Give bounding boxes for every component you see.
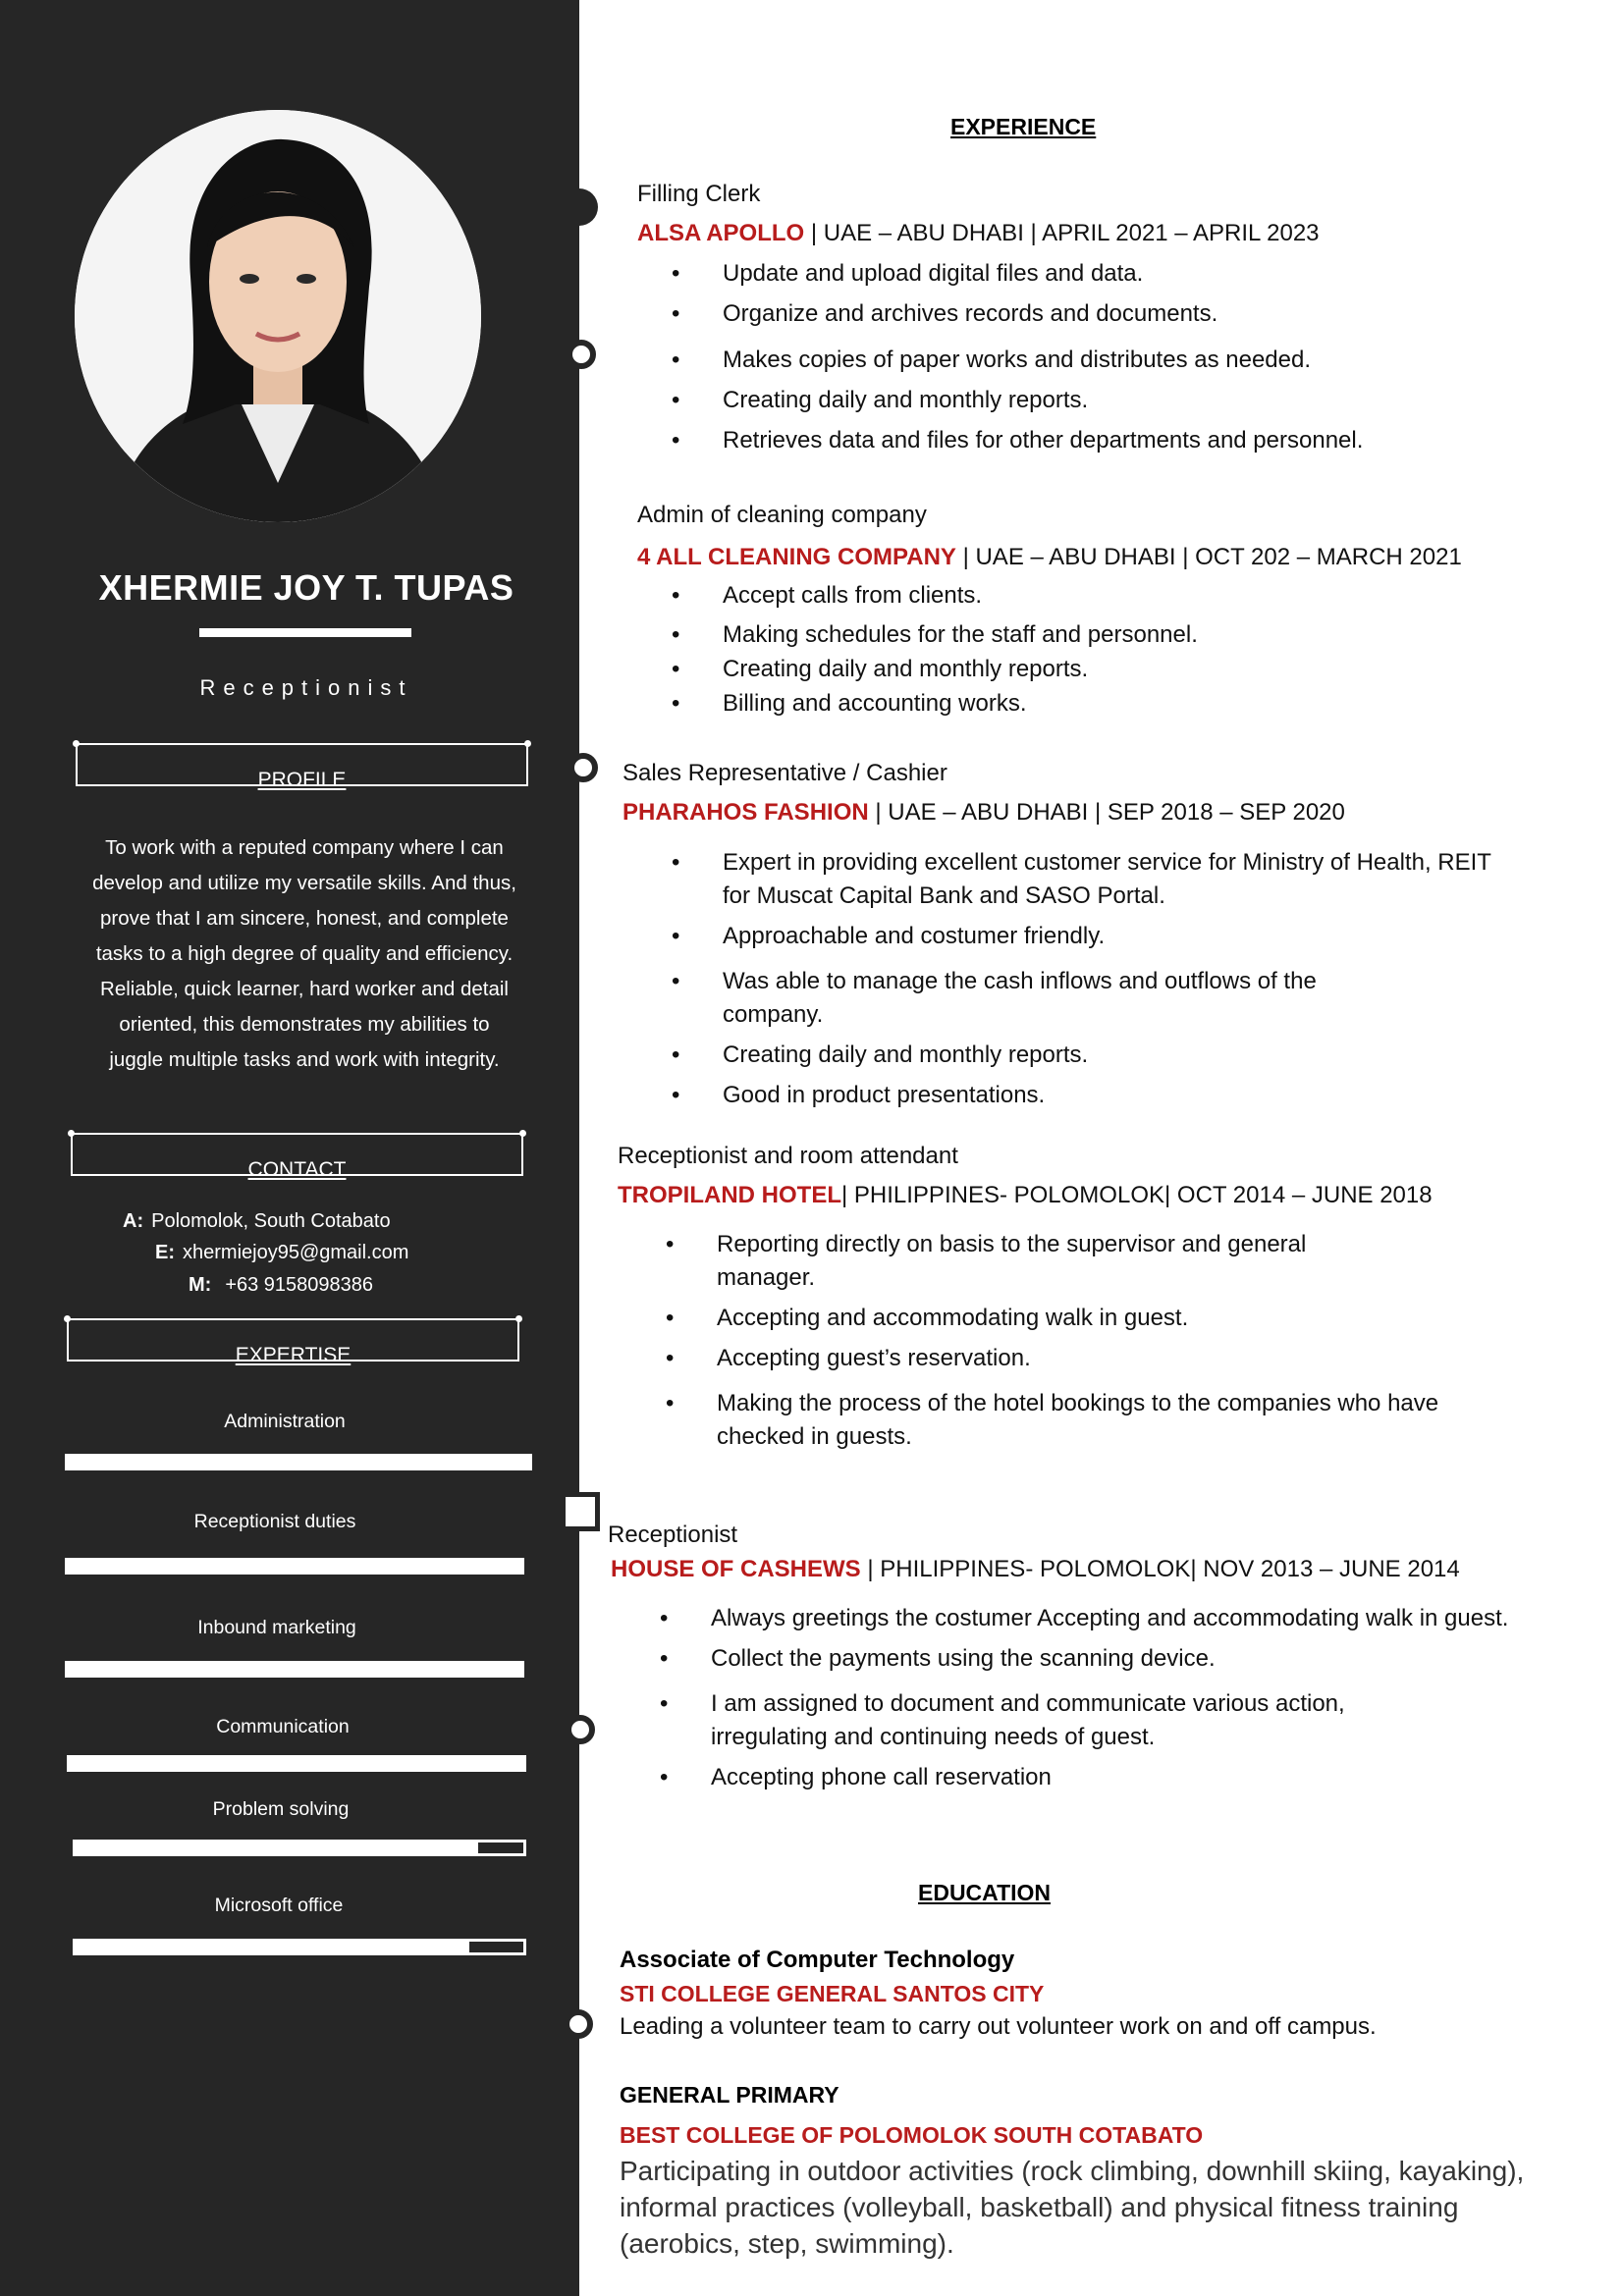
list-item: • Reporting directly on basis to the supervisor and general manager. <box>717 1228 1394 1295</box>
list-item: • Always greetings the costumer Accepting and accommodating walk in guest. <box>711 1602 1516 1635</box>
skill-bar-microsoft-office <box>73 1939 526 1955</box>
timeline-marker <box>568 753 598 782</box>
timeline-marker <box>567 340 596 369</box>
job-details: | UAE – ABU DHABI | APRIL 2021 – APRIL 2023 <box>804 220 1320 246</box>
education-title: GENERAL PRIMARY <box>620 2082 839 2108</box>
skill-label-receptionist-duties: Receptionist duties <box>193 1511 356 1532</box>
job-details: | PHILIPPINES- POLOMOLOK| OCT 2014 – JUNE 2018 <box>841 1182 1433 1208</box>
expertise-heading: EXPERTISE <box>235 1344 352 1366</box>
profile-text: To work with a reputed company where I can develop and utilize my versatile skills. And thus, prove that I am sincere, honest, and complete tasks to a high degree of quality and efficiency. Reliable, quick learner, hard worker and detail oriented, this demonstrates my abilities to juggle multiple tasks and work with integrity. <box>92 836 516 1071</box>
contact-heading: CONTACT <box>247 1158 347 1181</box>
job-company: ALSA APOLLO <box>637 220 805 246</box>
skill-fill <box>68 1664 521 1675</box>
address-value: Polomolok, South Cotabato <box>151 1210 391 1232</box>
list-item: • Was able to manage the cash inflows and outflows of the company. <box>723 965 1390 1032</box>
job-bullet-list <box>717 1228 1522 1454</box>
job-bullet-list <box>711 1602 1516 1794</box>
timeline-marker <box>564 2009 593 2039</box>
job-company-line <box>618 1182 1433 1209</box>
timeline-marker <box>566 1715 595 1744</box>
list-item: • Making the process of the hotel bookings to the companies who have checked in guests. <box>717 1387 1522 1454</box>
profile-photo <box>75 110 481 522</box>
list-item: • Update and upload digital files and data. <box>723 253 1363 294</box>
skill-label-administration: Administration <box>224 1411 346 1432</box>
job-company: TROPILAND HOTEL <box>618 1182 841 1208</box>
education-heading: EDUCATION <box>918 1880 1052 1905</box>
list-item: • Retrieves data and files for other departments and personnel. <box>723 420 1363 460</box>
profile-heading: PROFILE <box>257 769 347 791</box>
job-company-line <box>611 1556 1460 1583</box>
skill-label-microsoft-office: Microsoft office <box>214 1895 344 1916</box>
job-title: Receptionist <box>608 1522 738 1548</box>
education-school: STI COLLEGE GENERAL SANTOS CITY <box>620 1981 1045 2006</box>
list-item: • Accepting and accommodating walk in guest. <box>717 1302 1522 1335</box>
expertise-section-box <box>67 1318 519 1366</box>
mobile-value: +63 9158098386 <box>225 1274 374 1296</box>
contact-mobile <box>189 1274 373 1297</box>
job-company: HOUSE OF CASHEWS <box>611 1556 861 1582</box>
job-details: | UAE – ABU DHABI | OCT 202 – MARCH 2021 <box>955 544 1462 570</box>
profile-section-box <box>76 743 528 791</box>
email-value: xhermiejoy95@gmail.com <box>183 1242 409 1263</box>
job-company: 4 ALL CLEANING COMPANY <box>637 544 956 570</box>
job-company-line <box>622 799 1345 827</box>
skill-fill <box>68 1561 521 1572</box>
job-company-line <box>637 220 1320 247</box>
timeline-marker <box>561 1492 600 1531</box>
skill-label-inbound-marketing: Inbound marketing <box>197 1617 356 1638</box>
mobile-label: M: <box>189 1274 212 1296</box>
list-item: • Creating daily and monthly reports. <box>723 1039 1508 1072</box>
list-item: • Approachable and costumer friendly. <box>723 920 1508 953</box>
skill-bar-administration <box>65 1454 532 1470</box>
sidebar <box>0 0 579 2296</box>
job-bullet-list <box>723 578 1198 721</box>
skill-fill <box>70 1758 523 1769</box>
job-bullet-list <box>723 846 1508 1112</box>
list-item: • Making schedules for the staff and personnel. <box>723 617 1198 652</box>
list-item: • Expert in providing excellent customer service for Ministry of Health, REIT for Muscat Capital Bank and SASO Portal. <box>723 846 1508 913</box>
timeline-marker <box>579 188 598 226</box>
education-title: Associate of Computer Technology <box>620 1947 1015 1973</box>
skill-bar-problem-solving <box>73 1840 526 1856</box>
job-bullet-list <box>723 253 1363 460</box>
job-details: | UAE – ABU DHABI | SEP 2018 – SEP 2020 <box>868 799 1345 826</box>
contact-section-box <box>71 1133 523 1181</box>
list-item: • Accepting phone call reservation <box>711 1761 1516 1794</box>
list-item: • Good in product presentations. <box>723 1079 1508 1112</box>
contact-address <box>123 1210 391 1233</box>
list-item: • Collect the payments using the scanning device. <box>711 1642 1516 1676</box>
list-item: • Accept calls from clients. <box>723 578 1198 613</box>
skill-fill <box>68 1457 529 1468</box>
job-company-line <box>637 544 1462 571</box>
list-item: • Creating daily and monthly reports. <box>723 652 1198 686</box>
skill-fill <box>76 1842 478 1853</box>
skill-bar-inbound-marketing <box>65 1661 524 1678</box>
list-item: • Makes copies of paper works and distributes as needed. <box>723 340 1363 380</box>
skill-label-communication: Communication <box>216 1716 350 1737</box>
person-name: XHERMIE JOY T. TUPAS <box>98 567 514 608</box>
job-title: Filling Clerk <box>637 181 761 207</box>
person-role: Receptionist <box>199 675 413 700</box>
job-company: PHARAHOS FASHION <box>622 799 869 826</box>
list-item: • I am assigned to document and communicate various action, irregulating and continuing needs of guest. <box>711 1687 1457 1754</box>
name-underline-divider <box>199 628 411 637</box>
experience-heading: EXPERIENCE <box>950 114 1097 139</box>
list-item: • Billing and accounting works. <box>723 686 1198 721</box>
skill-bar-communication <box>67 1755 526 1772</box>
person-portrait-icon <box>75 110 481 522</box>
list-item: • Accepting guest’s reservation. <box>717 1342 1522 1375</box>
list-item: • Creating daily and monthly reports. <box>723 380 1363 420</box>
skill-fill <box>76 1942 469 1952</box>
address-label: A: <box>123 1210 144 1232</box>
job-title: Admin of cleaning company <box>637 502 927 528</box>
education-description: Leading a volunteer team to carry out volunteer work on and off campus. <box>620 2013 1377 2040</box>
job-title: Receptionist and room attendant <box>618 1143 958 1169</box>
education-description: Participating in outdoor activities (rock climbing, downhill skiing, kayaking), informal practices (volleyball, basketball) and physical fitness training (aerobics, step, swimming). <box>620 2156 1525 2259</box>
contact-email <box>155 1242 408 1264</box>
skill-label-problem-solving: Problem solving <box>212 1798 350 1820</box>
education-school: BEST COLLEGE OF POLOMOLOK SOUTH COTABATO <box>620 2122 1204 2148</box>
list-item: • Organize and archives records and documents. <box>723 294 1363 334</box>
job-details: | PHILIPPINES- POLOMOLOK| NOV 2013 – JUNE 2014 <box>860 1556 1460 1582</box>
skill-bar-receptionist-duties <box>65 1558 524 1575</box>
email-label: E: <box>155 1242 175 1263</box>
job-title: Sales Representative / Cashier <box>622 760 947 786</box>
